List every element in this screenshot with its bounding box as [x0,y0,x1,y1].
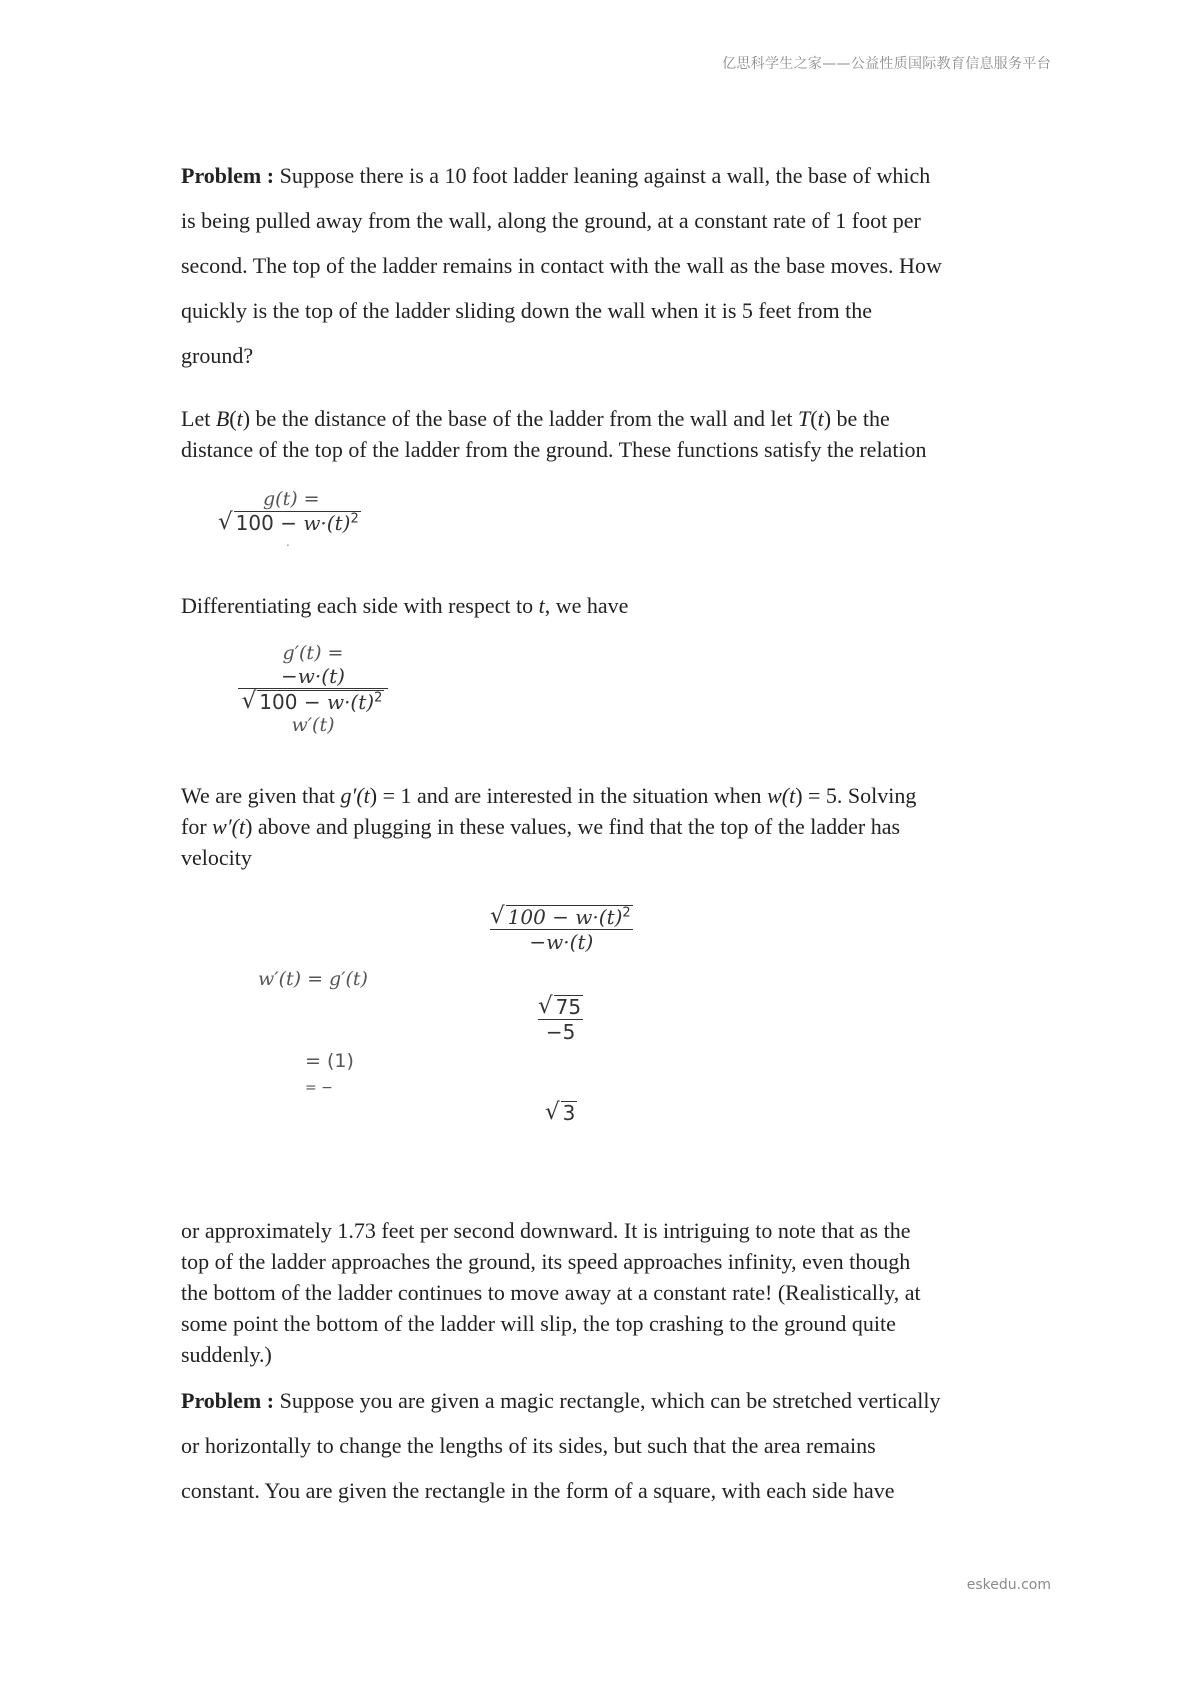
fraction-denominator: −w·(t) [529,930,594,954]
radical-sign-icon: √ [538,993,553,1019]
problem-line: second. The top of the ladder remains in contact with the wall as the base moves. How [181,253,942,278]
fraction-bar [238,688,388,689]
differentiate-line: Differentiating each side with respect to t, we have [181,593,629,618]
sqrt-expression: √ 3 [545,1099,576,1125]
radical-sign-icon: √ [241,688,257,714]
radical-sign-icon: √ [490,903,505,929]
velocity-lhs: w′(t) = g′(t) [258,968,368,990]
fraction-numerator: −w·(t) [281,664,345,688]
problem-line: is being pulled away from the wall, along the ground, at a constant rate of 1 foot per [181,208,921,233]
fraction-numeric [538,995,583,1044]
sqrt-expression: √ $100 - w\cdot(t)^2$ [241,688,383,714]
equals-one: = (1) [305,1050,354,1072]
problem-line: quickly is the top of the ladder sliding down the wall when it is 5 feet from the [181,298,873,323]
equals-negative: = − [305,1080,333,1096]
formula-derivative: g′(t) = −w·(t) √ $100 - w\cdot(t)^2$ w′(t) [238,642,388,736]
fraction-general [490,905,633,954]
formula-lhs: g(t) = [263,488,320,510]
problem-line: ground? [181,343,254,368]
problem-1 [181,153,1021,378]
problem-line: constant. You are given the rectangle in the form of a square, with each side have [181,1478,895,1503]
site-footer: eskedu.com [966,1577,1051,1593]
given-paragraph: We are given that g′(t) = 1 and are interested in the situation when w(t) = 5. Solving for w′(t) above and plugging in these values, we find that the top of the ladder has velocity [181,783,917,870]
radical-sign-icon: √ [545,1099,560,1125]
radical-sign-icon: √ [218,509,233,535]
sqrt-expression: √ 75 [538,993,582,1019]
problem-label: Problem : [181,163,275,188]
problem-line: Suppose there is a 10 foot ladder leaning against a wall, the base of which [279,163,931,188]
problem-2 [181,1378,1021,1513]
conclusion-paragraph: or approximately 1.73 feet per second downward. It is intriguing to note that as the top of the ladder approaches the ground, its speed approaches infinity, even though the bottom of the ladder continues to move away at a constant rate! (Realistically, at some point the bottom of the ladder will slip, the top crashing to the ground quite suddenly.) [181,1218,921,1367]
problem-label: Problem : [181,1388,275,1413]
setup-paragraph: Let B(t) be the distance of the base of the ladder from the wall and let T(t) be the distance of the top of the ladder from the ground. These functions satisfy the relation [181,406,927,462]
formula-relation: g(t) = √ $100 - w\cdot(t)^2$ . [218,488,359,549]
sqrt-expression: √ $100 - w\cdot(t)^2$ [490,903,631,929]
problem-line: Suppose you are given a magic rectangle, which can be stretched vertically [279,1388,941,1413]
fraction-denominator: −5 [545,1020,576,1044]
result-sqrt3 [545,1100,577,1125]
sqrt-expression: √ $100 - w\cdot(t)^2$ [218,509,359,535]
problem-line: or horizontally to change the lengths of its sides, but such that the area remains [181,1433,876,1458]
site-header: 亿思科学生之家——公益性质国际教育信息服务平台 [722,56,1051,72]
